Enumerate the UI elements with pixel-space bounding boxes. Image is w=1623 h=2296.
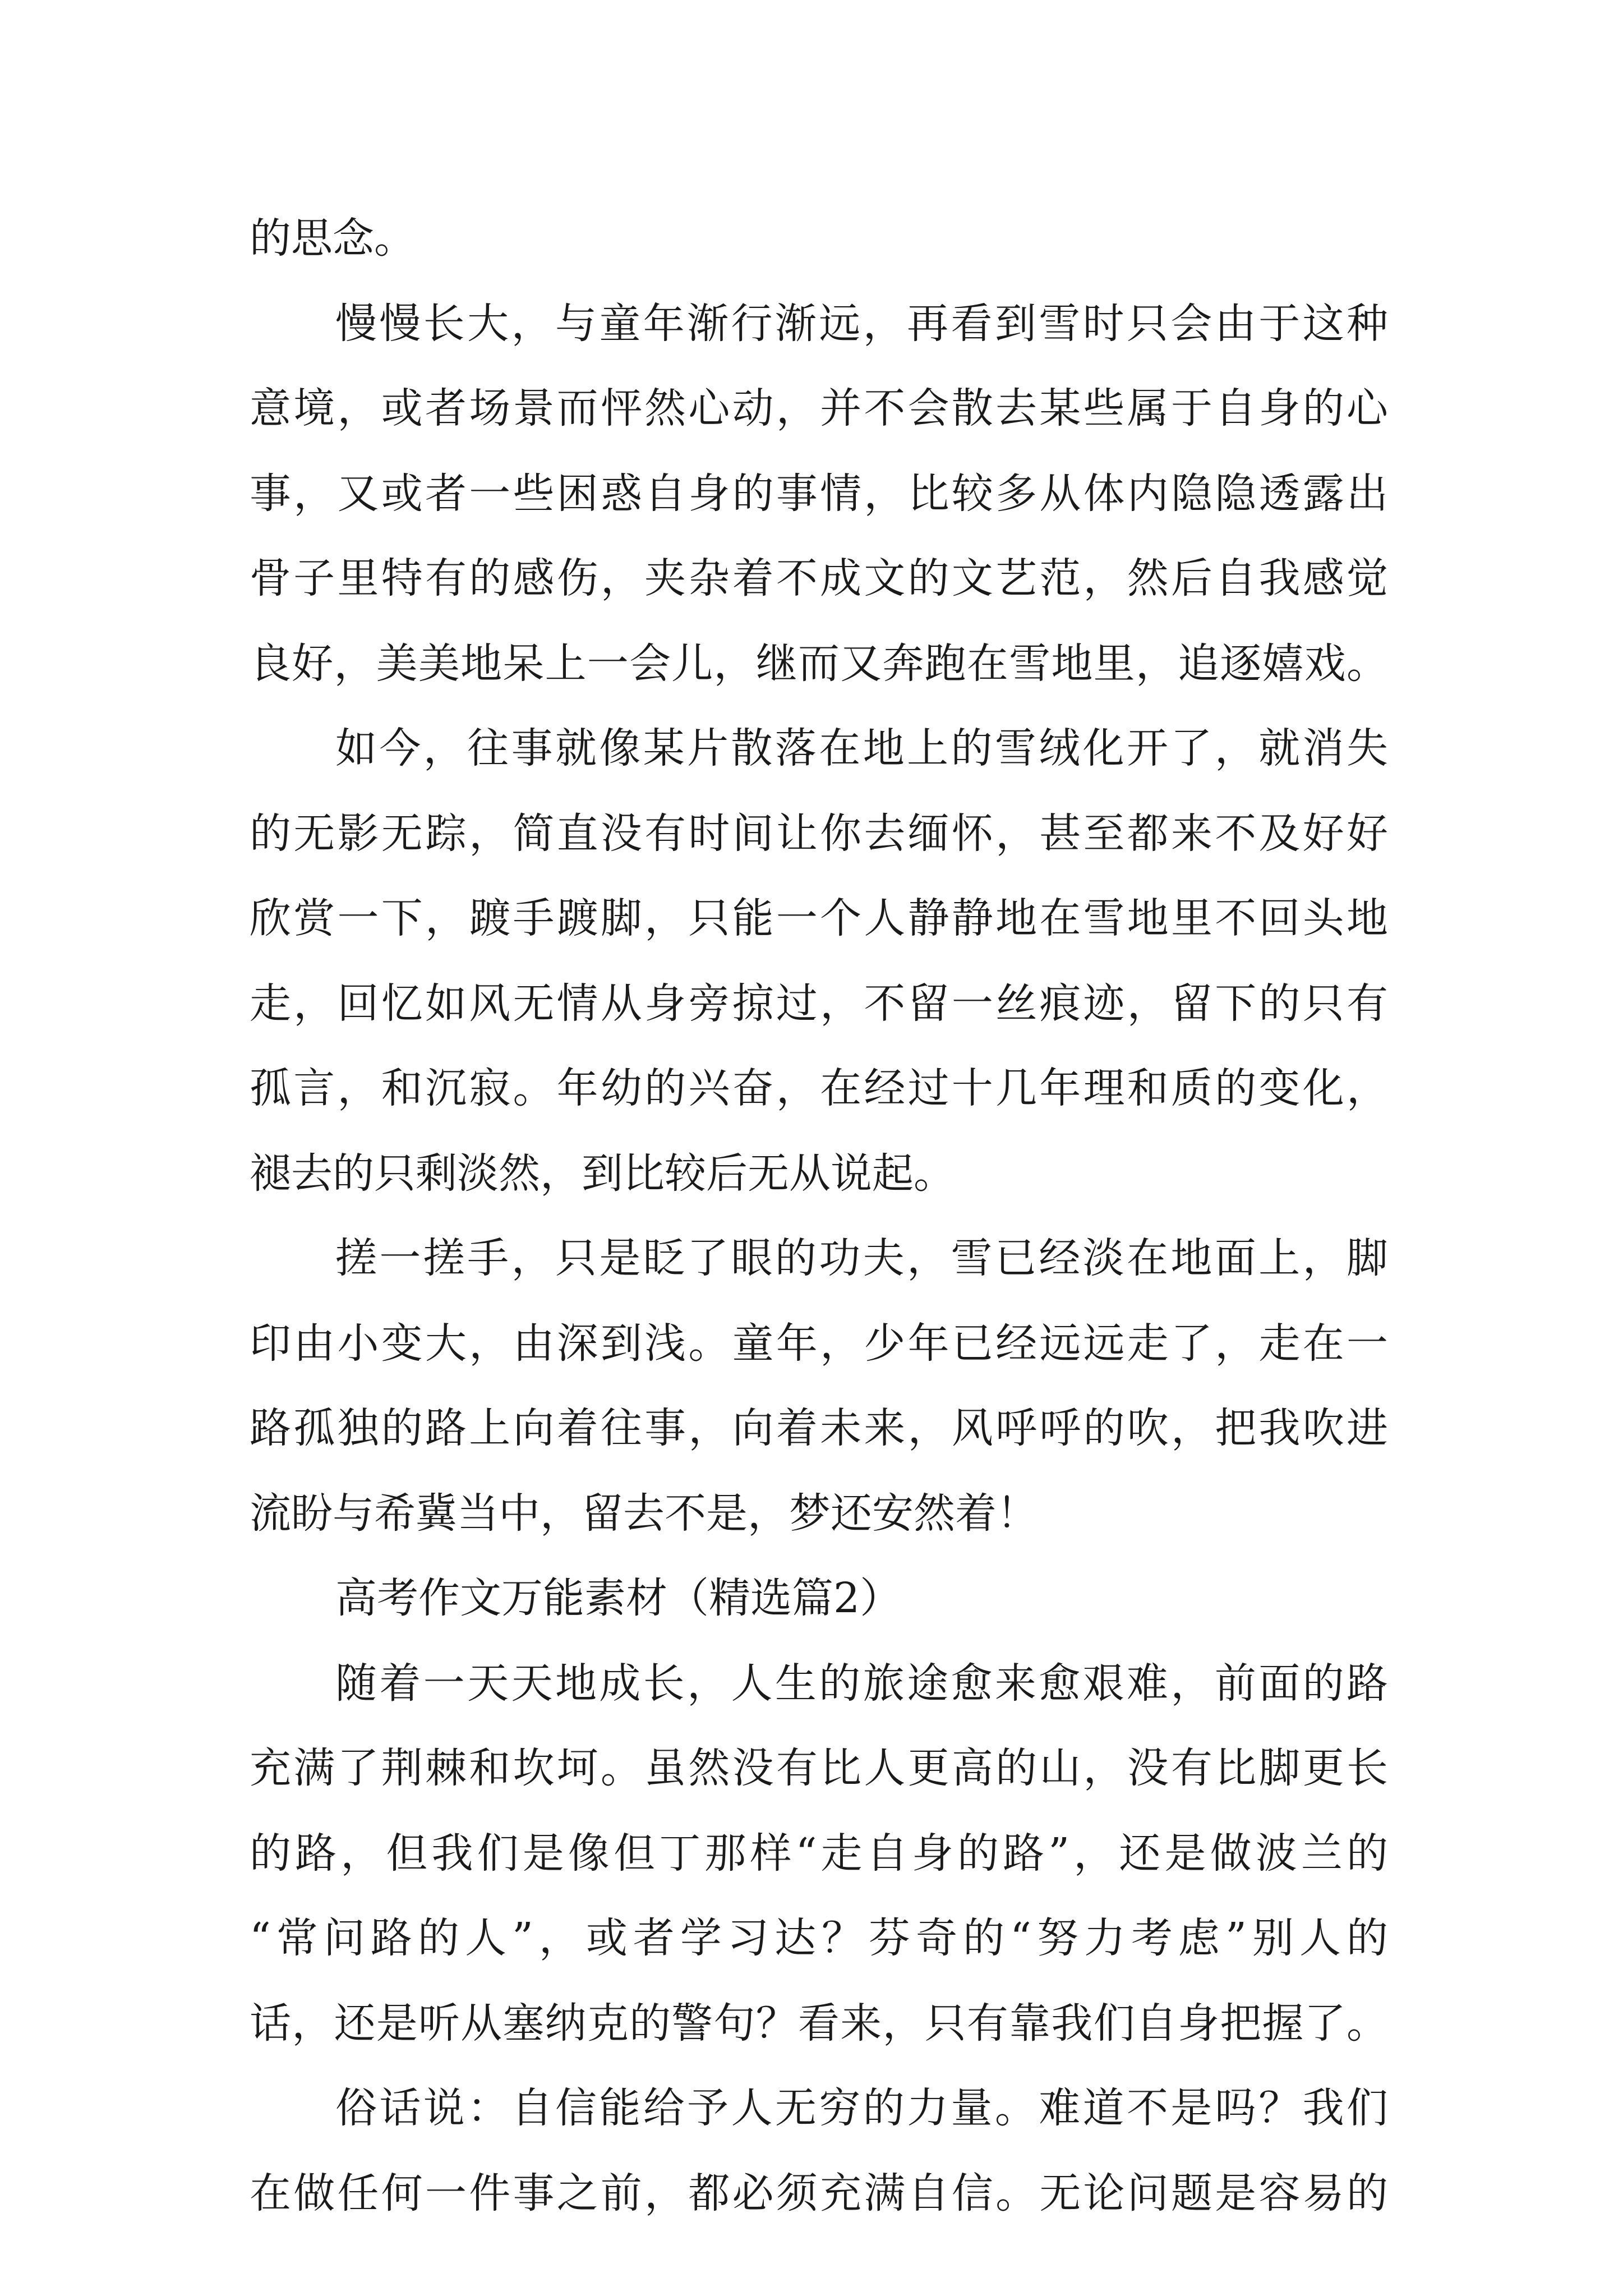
text-line: 的路，但我们是像但丁那样“走自身的路”，还是做波兰的 bbox=[250, 1829, 1388, 1878]
text-line: 俗话说：自信能给予人无穷的力量。难道不是吗？我们 bbox=[335, 2084, 1388, 2132]
text-line: 的思念。 bbox=[250, 214, 416, 263]
text-line: 良好，美美地呆上一会儿，继而又奔跑在雪地里，追逐嬉戏。 bbox=[250, 639, 1388, 688]
text-line: 褪去的只剩淡然，到比较后无从说起。 bbox=[250, 1149, 955, 1198]
text-line: 骨子里特有的感伤，夹杂着不成文的文艺范，然后自我感觉 bbox=[250, 554, 1388, 602]
text-line: 如今，往事就像某片散落在地上的雪绒化开了，就消失 bbox=[335, 724, 1388, 772]
text-line: 随着一天天地成长，人生的旅途愈来愈艰难，前面的路 bbox=[335, 1659, 1388, 1708]
text-line: 话，还是听从塞纳克的警句？看来，只有靠我们自身把握了。 bbox=[250, 1999, 1388, 2047]
text-line: 搓一搓手，只是眨了眼的功夫，雪已经淡在地面上，脚 bbox=[335, 1234, 1388, 1282]
text-line: 充满了荆棘和坎坷。虽然没有比人更高的山，没有比脚更长 bbox=[250, 1744, 1388, 1792]
text-line: 印由小变大，由深到浅。童年，少年已经远远走了，走在一 bbox=[250, 1319, 1388, 1368]
text-line: 在做任何一件事之前，都必须充满自信。无论问题是容易的 bbox=[250, 2169, 1388, 2217]
section-heading: 高考作文万能素材（精选篇2） bbox=[335, 1574, 902, 1622]
text-line: 流盼与希冀当中，留去不是，梦还安然着！ bbox=[250, 1489, 1038, 1538]
document-page bbox=[250, 196, 1388, 2236]
text-line: 慢慢长大，与童年渐行渐远，再看到雪时只会由于这种 bbox=[335, 299, 1388, 348]
text-line: 事，又或者一些困惑自身的事情，比较多从体内隐隐透露出 bbox=[250, 469, 1388, 518]
text-line: 欣赏一下，踱手踱脚，只能一个人静静地在雪地里不回头地 bbox=[250, 894, 1388, 942]
text-line: “常问路的人”，或者学习达？芬奇的“努力考虑”别人的 bbox=[250, 1914, 1388, 1962]
text-line: 的无影无踪，简直没有时间让你去缅怀，甚至都来不及好好 bbox=[250, 809, 1388, 858]
text-line: 孤言，和沉寂。年幼的兴奋，在经过十几年理和质的变化， bbox=[250, 1064, 1388, 1112]
text-line: 意境，或者场景而怦然心动，并不会散去某些属于自身的心 bbox=[250, 384, 1388, 432]
text-line: 路孤独的路上向着往事，向着未来，风呼呼的吹，把我吹进 bbox=[250, 1404, 1388, 1452]
text-line: 走，回忆如风无情从身旁掠过，不留一丝痕迹，留下的只有 bbox=[250, 979, 1388, 1028]
